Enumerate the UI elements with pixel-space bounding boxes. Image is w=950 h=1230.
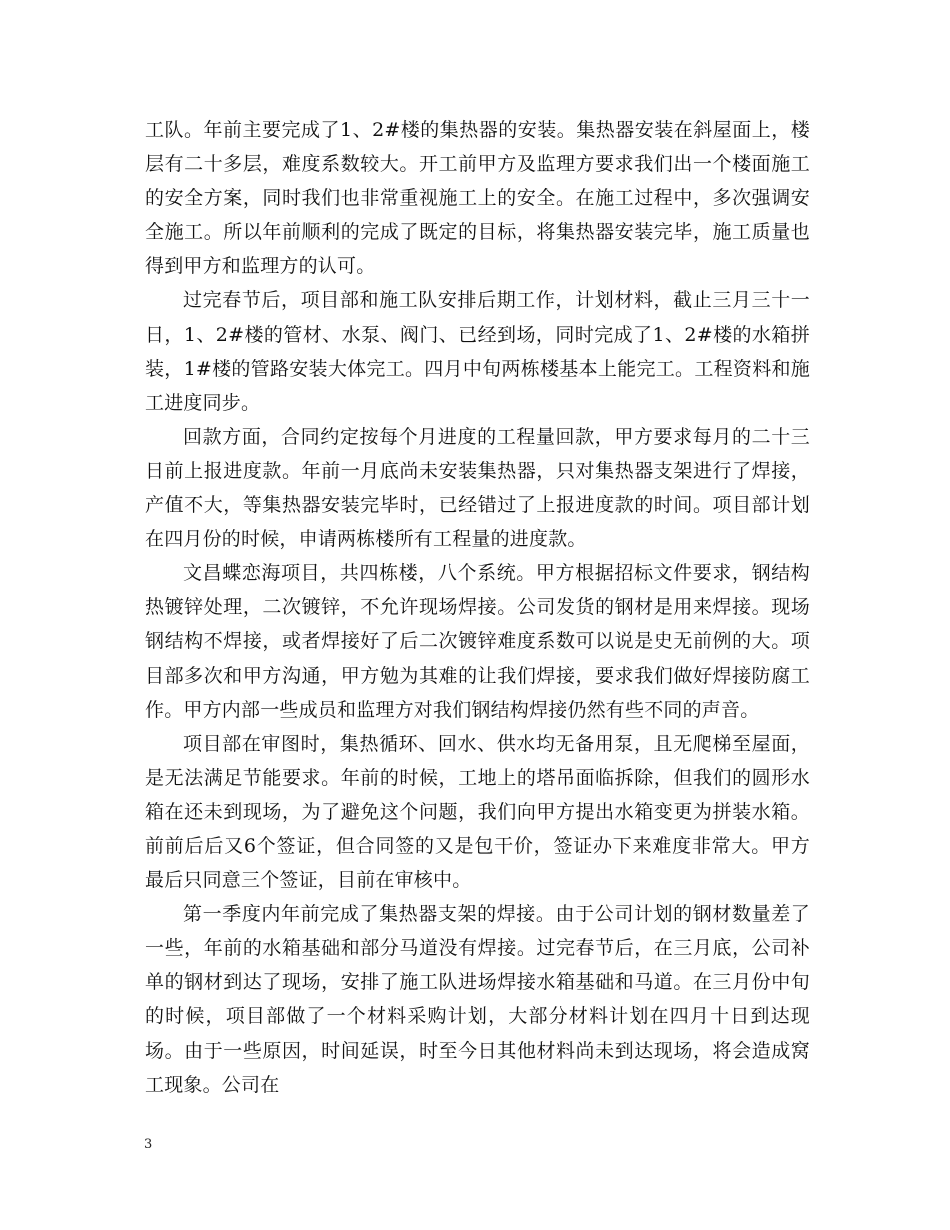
paragraph-first-quarter: 第一季度内年前完成了集热器支架的焊接。由于公司计划的钢材数量差了一些，年前的水箱基础和部分马道没有焊接。过完春节后，在三月底，公司补单的钢材到达了现场，安排了施工队进场焊接水箱基础和马道。在三月份中旬的时候，项目部做了一个材料采购计划，大部分材料计划在四月十日到达现场。由于一些原因，时间延误，时至今日其他材料尚未到达现场，将会造成窝工现象。公司在 xyxy=(145,903,810,1096)
paragraph-payment: 回款方面，合同约定按每个月进度的工程量回款，甲方要求每月的二十三日前上报进度款。年前一月底尚未安装集热器，只对集热器支架进行了焊接，产值不大，等集热器安装完毕时，已经错过了上报进度款的时间。项目部计划在四月份的时候，申请两栋楼所有工程量的进度款。 xyxy=(145,425,810,551)
paragraph-schedule: 过完春节后，项目部和施工队安排后期工作，计划材料，截止三月三十一日，1、2#楼的管材、水泵、阀门、已经到场，同时完成了1、2#楼的水箱拼装，1#楼的管路安装大体完工。四月中旬两栋楼基本上能完工。工程资料和施工进度同步。 xyxy=(145,289,810,414)
paragraph-drawing-review: 项目部在审图时，集热循环、回水、供水均无备用泵，且无爬梯至屋面，是无法满足节能要求。年前的时候，工地上的塔吊面临拆除，但我们的圆形水箱在还未到现场，为了避免这个问题，我们向甲方提出水箱变更为拼装水箱。前前后后又6个签证，但合同签的又是包干价，签证办下来难度非常大。甲方最后只同意三个签证，目前在审核中。 xyxy=(145,732,810,892)
page-number: 3 xyxy=(144,1137,153,1152)
paragraph-continuation: 工队。年前主要完成了1、2#楼的集热器的安装。集热器安装在斜屋面上，楼层有二十多层，难度系数较大。开工前甲方及监理方要求我们出一个楼面施工的安全方案，同时我们也非常重视施工上的安全。在施工过程中，多次强调安全施工。所以年前顺利的完成了既定的目标，将集热器安装完毕，施工质量也得到甲方和监理方的认可。 xyxy=(145,119,810,278)
paragraph-wenchang-project: 文昌蝶恋海项目，共四栋楼，八个系统。甲方根据招标文件要求，钢结构热镀锌处理，二次镀锌，不允许现场焊接。公司发货的钢材是用来焊接。现场钢结构不焊接，或者焊接好了后二次镀锌难度系数可以说是史无前例的大。项目部多次和甲方沟通，甲方勉为其难的让我们焊接，要求我们做好焊接防腐工作。甲方内部一些成员和监理方对我们钢结构焊接仍然有些不同的声音。 xyxy=(145,562,810,721)
document-body xyxy=(145,113,810,1102)
